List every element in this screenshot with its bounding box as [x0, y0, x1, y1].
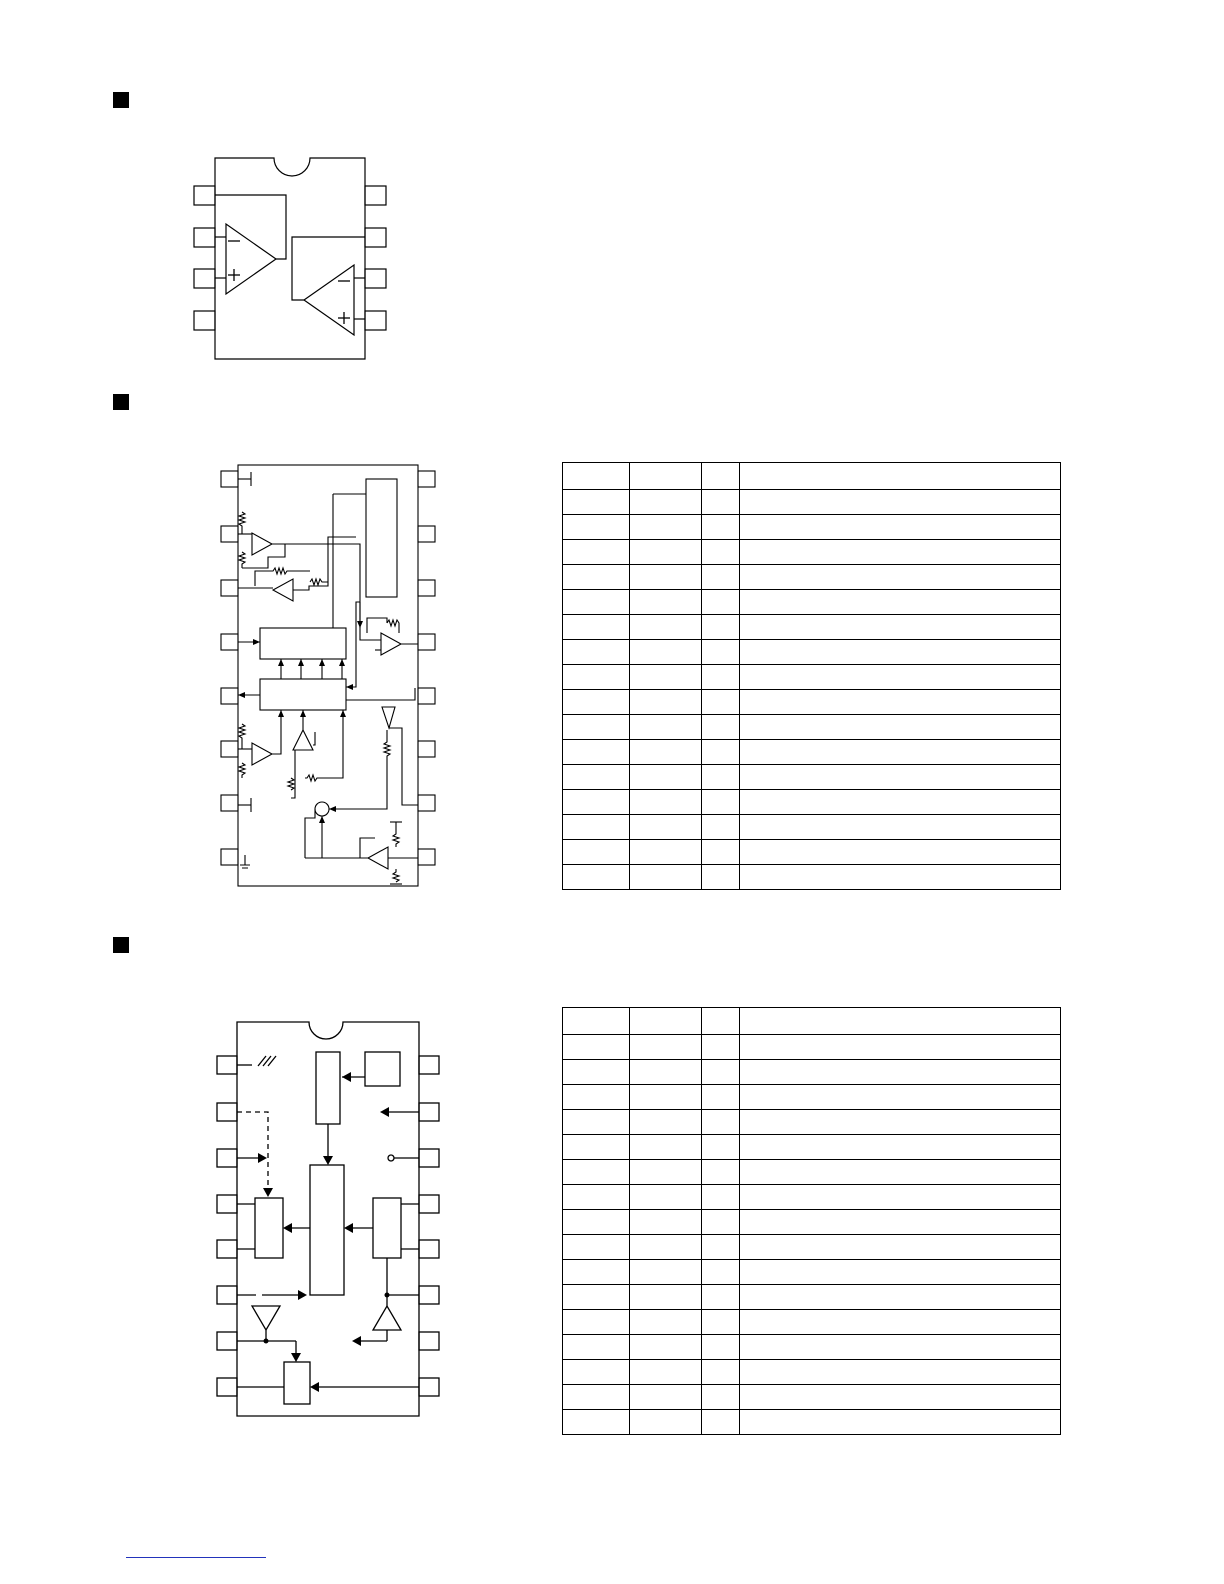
ic-package-outline	[215, 158, 365, 359]
table-row	[563, 615, 1061, 640]
table-cell	[630, 1008, 702, 1035]
pin-l8	[221, 849, 238, 865]
table-cell	[740, 640, 1061, 665]
table-cell	[740, 815, 1061, 840]
table-row	[563, 463, 1061, 490]
pin-r11	[418, 741, 435, 757]
table-row	[563, 1260, 1061, 1285]
table-cell	[702, 1085, 740, 1110]
table-row	[563, 1410, 1061, 1435]
pin-r16	[418, 471, 435, 487]
table-cell	[563, 1235, 630, 1260]
table-cell	[740, 1185, 1061, 1210]
table-row	[563, 540, 1061, 565]
table-cell	[563, 840, 630, 865]
pin-4	[194, 311, 215, 330]
pin-l2	[221, 526, 238, 542]
table-cell	[740, 1410, 1061, 1435]
amp-4-icon	[382, 707, 395, 728]
table-row	[563, 1160, 1061, 1185]
table-row	[563, 765, 1061, 790]
table-cell	[740, 515, 1061, 540]
table-cell	[563, 1185, 630, 1210]
table-cell	[563, 1410, 630, 1435]
table-cell	[630, 490, 702, 515]
table-cell	[740, 1385, 1061, 1410]
table-cell	[740, 840, 1061, 865]
amp-7-icon	[368, 847, 388, 869]
table-cell	[563, 515, 630, 540]
table-cell	[740, 1110, 1061, 1135]
table-cell	[702, 1285, 740, 1310]
table-row	[563, 515, 1061, 540]
ic-16pin-block-diagram	[215, 460, 445, 890]
section-bullet-1	[113, 92, 129, 108]
pin-5	[365, 311, 386, 330]
table-cell	[630, 1160, 702, 1185]
table-cell	[563, 740, 630, 765]
table-cell	[630, 1360, 702, 1385]
table-cell	[740, 1360, 1061, 1385]
table-cell	[740, 765, 1061, 790]
table-cell	[563, 1135, 630, 1160]
pin-r12	[419, 1240, 439, 1258]
table-row	[563, 665, 1061, 690]
table-cell	[630, 1310, 702, 1335]
table-cell	[563, 865, 630, 890]
table-cell	[563, 715, 630, 740]
table-cell	[702, 1160, 740, 1185]
footer-rule	[126, 1557, 266, 1558]
table-cell	[563, 665, 630, 690]
pin-r15	[419, 1103, 439, 1121]
table-cell	[740, 540, 1061, 565]
table-cell	[702, 615, 740, 640]
pin-table-2	[562, 1007, 1061, 1435]
table-cell	[630, 1035, 702, 1060]
amp-5-icon	[252, 743, 272, 765]
pin-l1	[221, 471, 238, 487]
pin-r10	[418, 795, 435, 811]
table-cell	[702, 690, 740, 715]
table-cell	[740, 865, 1061, 890]
table-cell	[740, 715, 1061, 740]
table-cell	[740, 590, 1061, 615]
table-cell	[630, 590, 702, 615]
table-row	[563, 1185, 1061, 1210]
table-cell	[702, 840, 740, 865]
table-cell	[563, 1360, 630, 1385]
pin-l7	[217, 1332, 237, 1350]
table-cell	[702, 665, 740, 690]
pin-3	[194, 269, 215, 288]
table-cell	[563, 463, 630, 490]
table-cell	[740, 463, 1061, 490]
ground-icon	[240, 855, 250, 868]
table-cell	[563, 1260, 630, 1285]
table-cell	[740, 1260, 1061, 1285]
table-cell	[740, 1235, 1061, 1260]
pin-6	[365, 269, 386, 288]
pin-l4	[221, 634, 238, 650]
table-cell	[563, 490, 630, 515]
table-cell	[740, 1210, 1061, 1235]
table-cell	[702, 815, 740, 840]
table-cell	[702, 515, 740, 540]
summing-node	[315, 802, 329, 816]
table-cell	[702, 590, 740, 615]
tall-block	[366, 479, 397, 597]
table-cell	[702, 715, 740, 740]
table-row	[563, 640, 1061, 665]
table-cell	[702, 1210, 740, 1235]
table-cell	[630, 515, 702, 540]
table-cell	[563, 1160, 630, 1185]
table-row	[563, 815, 1061, 840]
pin-1	[194, 186, 215, 205]
pin-l8	[217, 1378, 237, 1396]
ic-16pin-logic-diagram	[212, 1018, 444, 1420]
table-cell	[702, 1385, 740, 1410]
table-cell	[563, 790, 630, 815]
table-cell	[563, 540, 630, 565]
table-row	[563, 1135, 1061, 1160]
table-cell	[702, 1260, 740, 1285]
table-row	[563, 590, 1061, 615]
table-cell	[563, 1285, 630, 1310]
table-cell	[563, 690, 630, 715]
pin-r14	[418, 580, 435, 596]
table-cell	[630, 1235, 702, 1260]
table-cell	[630, 765, 702, 790]
table-cell	[702, 1335, 740, 1360]
table-cell	[740, 740, 1061, 765]
ic-package-outline	[237, 1022, 419, 1416]
pin-r13	[418, 634, 435, 650]
table-cell	[563, 615, 630, 640]
table-cell	[702, 1235, 740, 1260]
table-row	[563, 490, 1061, 515]
pin-7	[365, 228, 386, 247]
table-cell	[702, 790, 740, 815]
block-upper	[260, 628, 346, 659]
table-cell	[563, 1335, 630, 1360]
table-cell	[630, 1410, 702, 1435]
table-row	[563, 1310, 1061, 1335]
pin-l5	[217, 1240, 237, 1258]
table-cell	[563, 590, 630, 615]
table-row	[563, 865, 1061, 890]
table-cell	[630, 1085, 702, 1110]
table-cell	[702, 1360, 740, 1385]
table-cell	[563, 640, 630, 665]
table-cell	[702, 1110, 740, 1135]
pin-l3	[217, 1149, 237, 1167]
table-row	[563, 1008, 1061, 1035]
pin-l6	[221, 741, 238, 757]
table-cell	[702, 1035, 740, 1060]
pin-l5	[221, 688, 238, 704]
table-cell	[630, 1060, 702, 1085]
pin-8	[365, 186, 386, 205]
table-cell	[740, 1085, 1061, 1110]
table-cell	[563, 765, 630, 790]
table-cell	[740, 790, 1061, 815]
pin-r16	[419, 1056, 439, 1074]
table-cell	[740, 565, 1061, 590]
pin-r9	[419, 1378, 439, 1396]
table-cell	[630, 865, 702, 890]
table-cell	[740, 615, 1061, 640]
table-cell	[630, 815, 702, 840]
table-cell	[702, 1060, 740, 1085]
table-cell	[702, 1008, 740, 1035]
table-cell	[630, 740, 702, 765]
table-cell	[702, 490, 740, 515]
table-row	[563, 1085, 1061, 1110]
pin-l7	[221, 795, 238, 811]
table-cell	[630, 665, 702, 690]
table-cell	[563, 1385, 630, 1410]
table-cell	[563, 565, 630, 590]
table-cell	[702, 765, 740, 790]
table-cell	[630, 1260, 702, 1285]
table-cell	[702, 640, 740, 665]
table-cell	[702, 463, 740, 490]
table-row	[563, 1060, 1061, 1085]
table-row	[563, 1335, 1061, 1360]
table-cell	[630, 463, 702, 490]
ic-body	[238, 465, 418, 886]
table-row	[563, 565, 1061, 590]
pin-r15	[418, 526, 435, 542]
table-cell	[630, 715, 702, 740]
table-cell	[563, 1035, 630, 1060]
block-lower	[260, 679, 346, 710]
pin-r13	[419, 1195, 439, 1213]
section-bullet-2	[113, 394, 129, 410]
table-cell	[563, 1210, 630, 1235]
table-cell	[630, 1335, 702, 1360]
table-cell	[630, 840, 702, 865]
table-cell	[630, 565, 702, 590]
table-row	[563, 1210, 1061, 1235]
pin-l1	[217, 1056, 237, 1074]
section-bullet-3	[113, 937, 129, 953]
table-cell	[740, 1135, 1061, 1160]
table-cell	[740, 1035, 1061, 1060]
table-cell	[702, 865, 740, 890]
table-row	[563, 1110, 1061, 1135]
table-cell	[740, 1008, 1061, 1035]
table-cell	[702, 1185, 740, 1210]
dual-opamp-diagram	[190, 155, 390, 365]
pin-r14	[419, 1149, 439, 1167]
pin-table-1	[562, 462, 1061, 890]
table-cell	[630, 1110, 702, 1135]
amp-1-icon	[252, 533, 272, 555]
pin-l2	[217, 1103, 237, 1121]
pin-r12	[418, 688, 435, 704]
table-row	[563, 1385, 1061, 1410]
amp-6-icon	[293, 730, 313, 750]
pin-2	[194, 228, 215, 247]
pin-l6	[217, 1286, 237, 1304]
table-cell	[630, 540, 702, 565]
table-row	[563, 1360, 1061, 1385]
table-row	[563, 1035, 1061, 1060]
table-cell	[740, 1310, 1061, 1335]
table-cell	[702, 1310, 740, 1335]
table-cell	[630, 1285, 702, 1310]
table-cell	[740, 665, 1061, 690]
table-cell	[630, 640, 702, 665]
table-cell	[740, 490, 1061, 515]
pin-r11	[419, 1286, 439, 1304]
table-row	[563, 715, 1061, 740]
table-cell	[563, 1110, 630, 1135]
table-row	[563, 690, 1061, 715]
amp-3-icon	[381, 633, 401, 655]
table-cell	[702, 1135, 740, 1160]
table-cell	[630, 1185, 702, 1210]
pin-r10	[419, 1332, 439, 1350]
table-cell	[702, 540, 740, 565]
pin-r9	[418, 849, 435, 865]
table-cell	[630, 1135, 702, 1160]
table-cell	[702, 740, 740, 765]
table-row	[563, 790, 1061, 815]
table-cell	[740, 690, 1061, 715]
table-cell	[563, 1060, 630, 1085]
table-cell	[740, 1060, 1061, 1085]
table-cell	[630, 1385, 702, 1410]
table-cell	[630, 690, 702, 715]
table-cell	[702, 1410, 740, 1435]
table-row	[563, 740, 1061, 765]
table-row	[563, 1235, 1061, 1260]
table-cell	[563, 815, 630, 840]
table-cell	[740, 1335, 1061, 1360]
table-row	[563, 840, 1061, 865]
table-cell	[740, 1160, 1061, 1185]
table-cell	[630, 615, 702, 640]
table-cell	[630, 790, 702, 815]
pin-l4	[217, 1195, 237, 1213]
table-cell	[563, 1008, 630, 1035]
table-cell	[630, 1210, 702, 1235]
table-cell	[702, 565, 740, 590]
pin-l3	[221, 580, 238, 596]
table-cell	[740, 1285, 1061, 1310]
amp-2-icon	[273, 579, 293, 601]
table-row	[563, 1285, 1061, 1310]
table-cell	[563, 1085, 630, 1110]
table-cell	[563, 1310, 630, 1335]
